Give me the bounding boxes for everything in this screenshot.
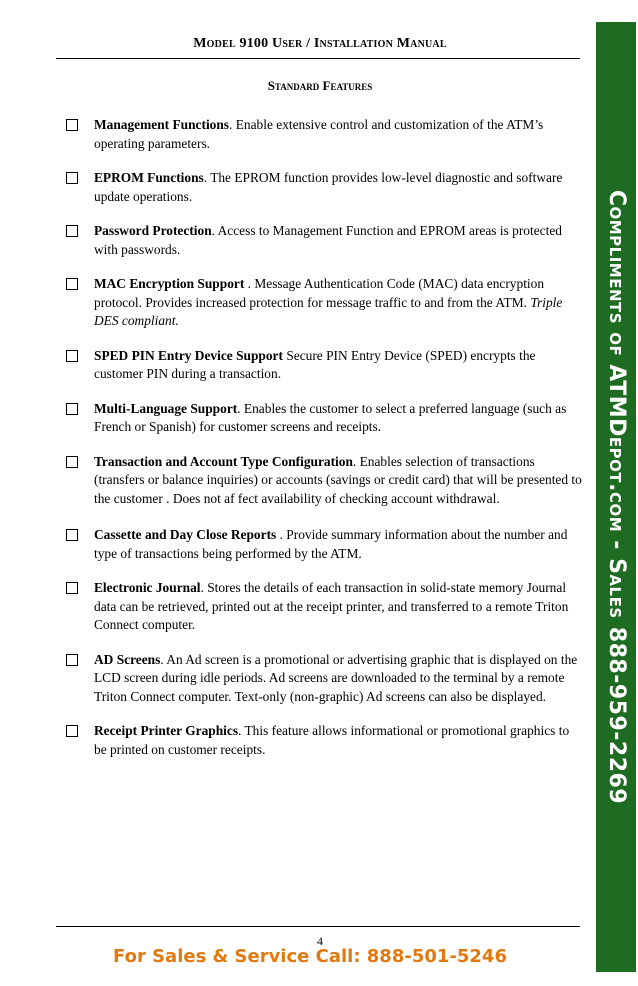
feature-description: . An Ad screen is a promotional or advertising graphic that is displayed on the LCD screen during idle periods. Ad screens are downloaded to the terminal by a remote Triton Connect computer. Text-only (non-graphic) Ad screens can also be displayed. (94, 651, 578, 704)
feature-name: MAC Encryption Support (94, 276, 245, 291)
feature-description: . Enables selection of transactions (transfers or balance inquiries) or accounts (savings or credit card) that will be presented to the customer . Does not af fect availability of checking account withdrawal. (94, 453, 582, 506)
feature-item (66, 400, 584, 437)
feature-description: . Provide summary information about the number and type of transactions being performed by the ATM. (94, 527, 568, 561)
feature-item (66, 169, 584, 206)
feature-name: Transaction and Account Type Configuration (94, 453, 353, 469)
checkbox-icon (66, 172, 78, 184)
checkbox-icon (66, 725, 78, 737)
feature-description: . Access to Management Function and EPROM areas is protected with passwords. (94, 223, 562, 257)
feature-name: SPED PIN Entry Device Support (94, 347, 283, 363)
checkbox-icon (66, 278, 78, 290)
feature-item (66, 222, 584, 259)
checkbox-icon (66, 225, 78, 237)
feature-description: . Enable extensive control and customization of the ATM’s operating parameters. (94, 117, 544, 151)
feature-description: . The EPROM function provides low-level diagnostic and software update operations. (94, 170, 563, 204)
feature-name: Receipt Printer Graphics (94, 723, 239, 738)
feature-item (66, 116, 584, 153)
checkbox-icon (66, 350, 78, 362)
feature-description: . Stores the details of each transaction in solid-state memory Journal data can be retrieved, printed out at the receipt printer, and transferred to a remote Triton Connect computer. (94, 580, 569, 632)
feature-name: Multi-Language Support (94, 400, 238, 416)
checkbox-icon (66, 582, 78, 594)
feature-item (66, 579, 584, 635)
side-banner (596, 22, 636, 972)
feature-emphasis: Triple DES compliant. (94, 294, 563, 328)
feature-description: Secure PIN Entry Device (SPED) encrypts the customer PIN during a transaction. (94, 347, 536, 381)
feature-description: . Enables the customer to select a preferred language (such as French or Spanish) for customer screens and receipts. (94, 400, 567, 434)
checkbox-icon (66, 654, 78, 666)
feature-name: AD Screens (94, 651, 161, 667)
feature-item (66, 453, 584, 509)
section-title: Standard Features (267, 78, 373, 93)
feature-name: Cassette and Day Close Reports (94, 527, 277, 542)
feature-name: Management Functions (94, 117, 230, 132)
checkbox-icon (66, 529, 78, 541)
feature-item (66, 722, 584, 759)
feature-item (66, 526, 584, 563)
page-header: Model 9100 User / Installation Manual (193, 36, 447, 51)
checkbox-icon (66, 403, 78, 415)
footer-rule (56, 926, 580, 927)
page-number: 4 (317, 934, 323, 948)
feature-item (66, 347, 584, 384)
feature-item (66, 651, 584, 707)
feature-item (66, 275, 584, 331)
feature-description: . This feature allows informational or promotional graphics to be printed on customer receipts. (94, 723, 570, 757)
sales-footer: For Sales & Service Call: 888-501-5246 (113, 946, 507, 967)
feature-description: . Message Authentication Code (MAC) data encryption protocol. Provides increased protection for message traffic to and from the ATM. (94, 276, 545, 310)
banner-text: Compliments of ATMDepot.com - Sales 888-959-2269 (604, 189, 629, 805)
feature-name: EPROM Functions (94, 170, 204, 185)
checkbox-icon (66, 119, 78, 131)
header-rule (56, 58, 580, 59)
feature-list (66, 116, 584, 759)
checkbox-icon (66, 456, 78, 468)
feature-name: Password Protection (94, 223, 212, 238)
feature-name: Electronic Journal (94, 580, 201, 595)
